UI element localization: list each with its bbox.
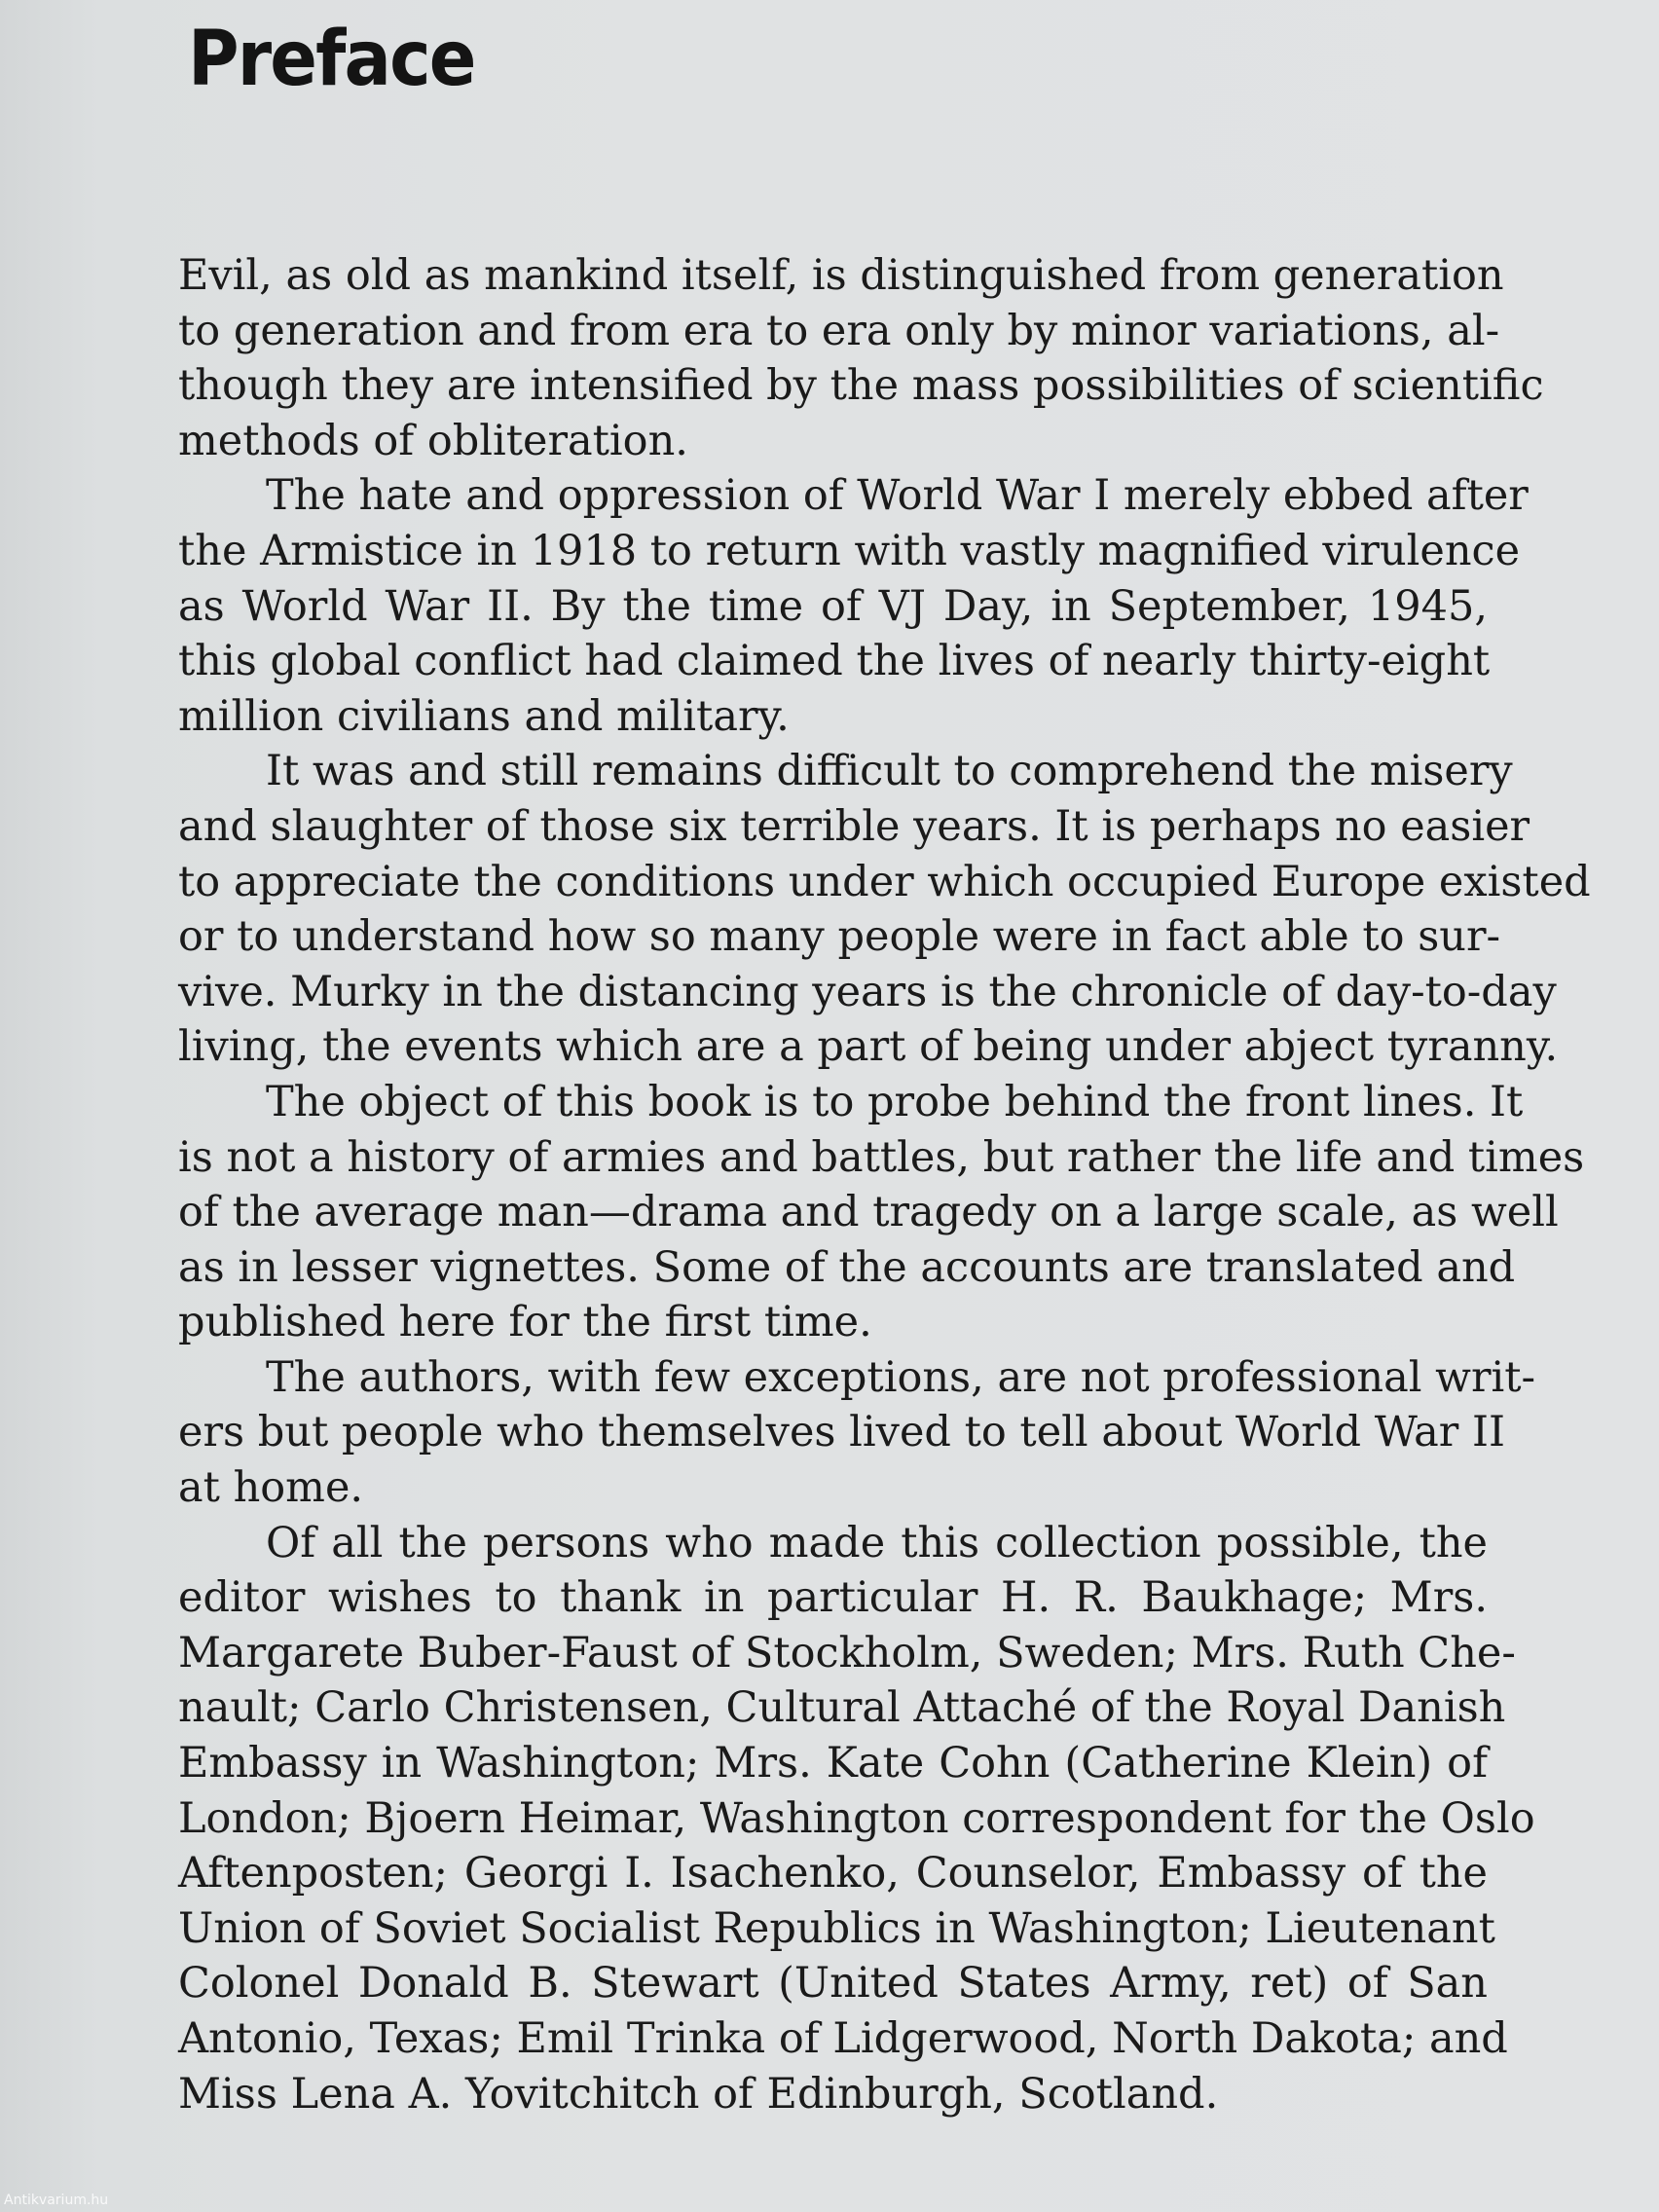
text-line: Margarete Buber-Faust of Stockholm, Sweden; Mrs. Ruth Che- <box>178 1628 1516 1677</box>
text-line: vive. Murky in the distancing years is the chronicle of day-to-day <box>178 967 1557 1016</box>
text-line: editor wishes to thank in particular H. R. Baukhage; Mrs. <box>178 1573 1488 1623</box>
text-line: though they are intensified by the mass possibilities of scientific <box>178 361 1544 411</box>
text-line: nault; Carlo Christensen, Cultural Attaché of the Royal Danish <box>178 1683 1506 1733</box>
watermark: Antikvarium.hu <box>4 2193 109 2208</box>
text-line: as World War II. By the time of VJ Day, in September, 1945, <box>178 581 1488 631</box>
text-line: million civilians and military. <box>178 691 790 741</box>
text-line: of the average man—drama and tragedy on a large scale, as well <box>178 1188 1559 1237</box>
preface-body <box>178 248 1591 2121</box>
text-line: ers but people who themselves lived to tell about World War II <box>178 1408 1505 1457</box>
text-line: the Armistice in 1918 to return with vastly magnified virulence <box>178 526 1521 575</box>
text-line: at home. <box>178 1463 364 1513</box>
text-line: The object of this book is to probe behind the front lines. It <box>266 1077 1524 1126</box>
text-line: methods of obliteration. <box>178 416 688 465</box>
text-line: London; Bjoern Heimar, Washington correspondent for the Oslo <box>178 1793 1535 1843</box>
text-line: Miss Lena A. Yovitchitch of Edinburgh, Scotland. <box>178 2069 1219 2119</box>
text-line: to appreciate the conditions under which occupied Europe existed <box>178 857 1591 906</box>
paragraph-2 <box>178 468 1529 744</box>
text-line: Embassy in Washington; Mrs. Kate Cohn (Catherine Klein) of <box>178 1739 1488 1788</box>
paragraph-1 <box>178 248 1544 468</box>
text-line: Aftenposten; Georgi I. Isachenko, Counselor, Embassy of the <box>178 1849 1488 1899</box>
text-line: The authors, with few exceptions, are not professional writ- <box>266 1352 1536 1402</box>
text-line: is not a history of armies and battles, but rather the life and times <box>178 1132 1585 1182</box>
paragraph-4 <box>178 1075 1585 1350</box>
paragraph-5 <box>178 1350 1536 1516</box>
text-line: Colonel Donald B. Stewart (United States Army, ret) of San <box>178 1959 1488 2009</box>
text-line: as in lesser vignettes. Some of the accounts are translated and <box>178 1242 1516 1292</box>
text-line: Of all the persons who made this collection possible, the <box>266 1518 1488 1567</box>
text-line: published here for the first time. <box>178 1298 872 1347</box>
text-line: Antonio, Texas; Emil Trinka of Lidgerwood, North Dakota; and <box>178 2014 1508 2063</box>
text-line: The hate and oppression of World War I merely ebbed after <box>266 471 1529 521</box>
text-line: Evil, as old as mankind itself, is distinguished from generation <box>178 251 1504 300</box>
page-title: Preface <box>188 16 475 103</box>
text-line: this global conflict had claimed the lives of nearly thirty-eight <box>178 637 1491 686</box>
text-line: Union of Soviet Socialist Republics in Washington; Lieutenant <box>178 1903 1495 1953</box>
text-line: to generation and from era to era only by minor variations, al- <box>178 306 1500 355</box>
text-line: It was and still remains difficult to comprehend the misery <box>266 747 1513 796</box>
paragraph-3 <box>178 744 1591 1075</box>
paragraph-6 <box>178 1516 1535 2122</box>
text-line: or to understand how so many people were in fact able to sur- <box>178 912 1501 962</box>
text-line: and slaughter of those six terrible years. It is perhaps no easier <box>178 801 1530 851</box>
text-line: living, the events which are a part of being under abject tyranny. <box>178 1022 1559 1072</box>
